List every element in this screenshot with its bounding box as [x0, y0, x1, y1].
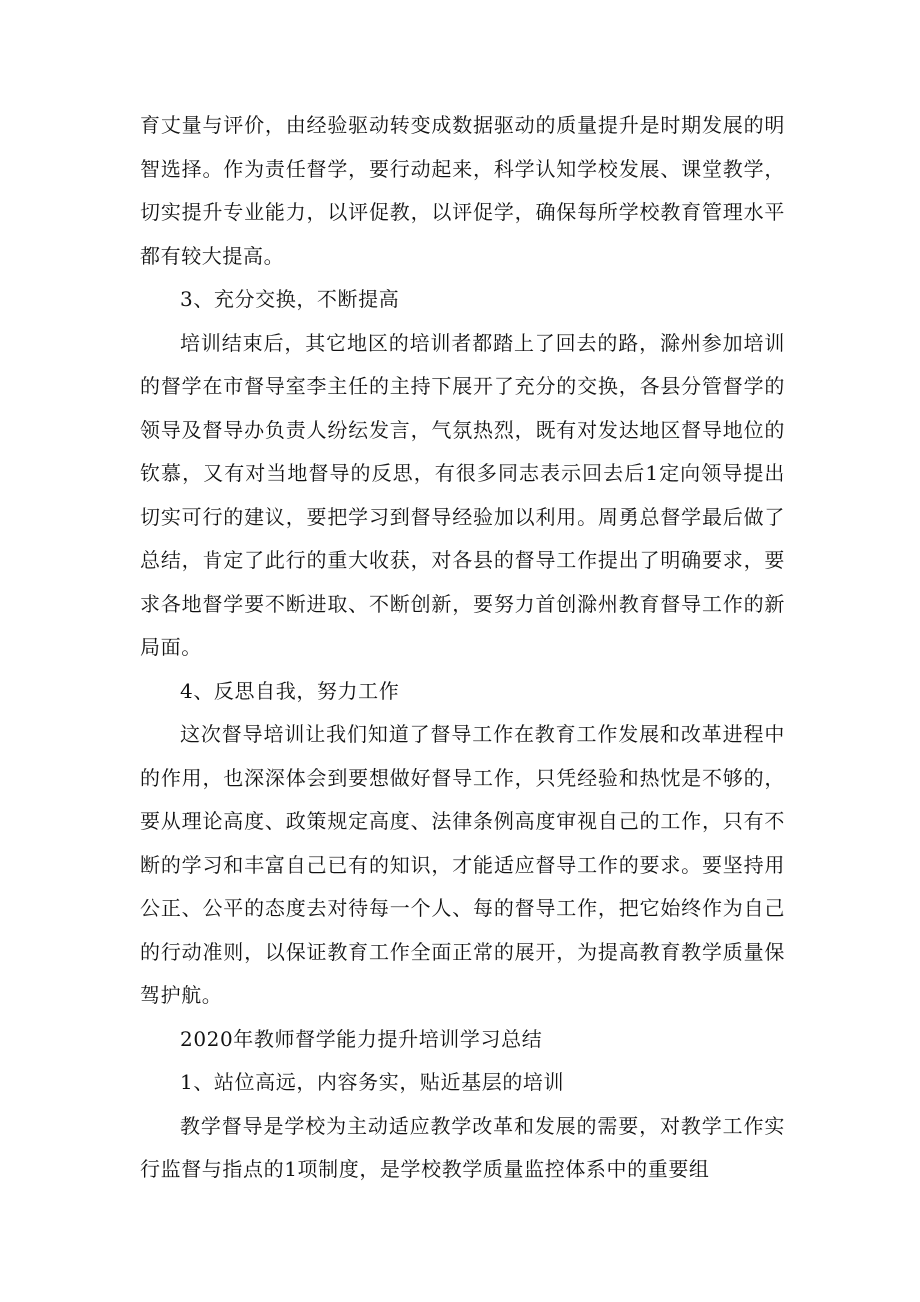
- document-title: 2020年教师督学能力提升培训学习总结: [180, 1026, 543, 1051]
- section-heading-1: 1、站位高远，内容务实，贴近基层的培训: [180, 1070, 565, 1094]
- section-heading-4: 4、反思自我，努力工作: [180, 678, 400, 703]
- body-paragraph-exchange: 培训结束后，其它地区的培训者都踏上了回去的路，滁州参加培训的督学在市督导室李主任的主持下展开了充分的交换，各县分管督学的领导及督导办负责人纷纭发言，气氛热烈，既有对发达地区督导地位的钦慕，又有对当地督导的反思，有很多同志表示回去后1定向领导提出切实可行的建议，要把学习到督导经验加以利用。周勇总督学最后做了总结，肯定了此行的重大收获，对各县的督导工作提出了明确要求，要求各地督学要不断进取、不断创新，要努力首创滁州教育督导工作的新局面。: [140, 330, 785, 659]
- document-page: [140, 104, 785, 1192]
- body-paragraph-supervision: 教学督导是学校为主动适应教学改革和发展的需要，对教学工作实行监督与指点的1项制度，是学校教学质量监控体系中的重要组: [140, 1113, 785, 1181]
- body-paragraph-reflection: 这次督导培训让我们知道了督导工作在教育工作发展和改革进程中的作用，也深深体会到要想做好督导工作，只凭经验和热忱是不够的，要从理论高度、政策规定高度、法律条例高度审视自己的工作，只有不断的学习和丰富自己已有的知识，才能适应督导工作的要求。要坚持用公正、公平的态度去对待每一个人、每的督导工作，把它始终作为自己的行动准则，以保证教育工作全面正常的展开，为提高教育教学质量保驾护航。: [140, 722, 785, 1007]
- continuation-paragraph: 育丈量与评价，由经验驱动转变成数据驱动的质量提升是时期发展的明智选择。作为责任督学，要行动起来，科学认知学校发展、课堂教学，切实提升专业能力，以评促教，以评促学，确保每所学校教育管理水平都有较大提高。: [140, 113, 785, 268]
- section-heading-3: 3、充分交换，不断提高: [180, 287, 400, 311]
